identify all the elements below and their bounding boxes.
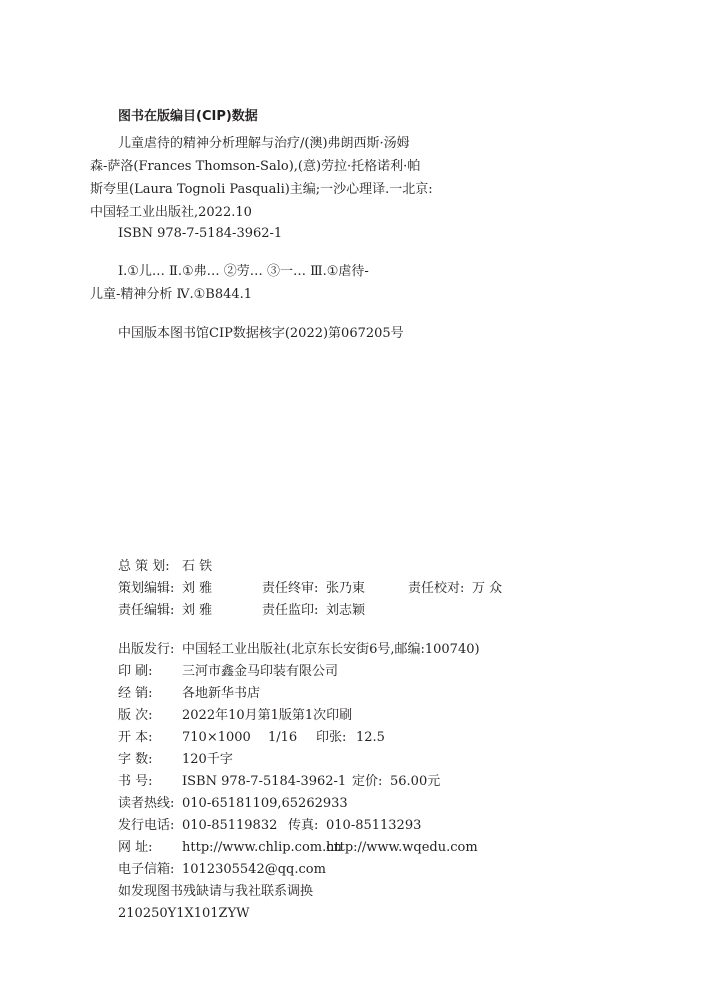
book-code: 210250Y1X101ZYW [118,906,250,921]
defect-notice: 如发现图书残缺请与我社联系调换 [118,884,314,899]
print-supervisor-label: 责任监印: [262,603,319,618]
hotline-value: 010-65181109,65262933 [182,796,348,811]
proofreader-name: 万 众 [472,581,503,596]
planning-editor-name: 刘 雅 [182,581,213,596]
publisher-label: 出版发行: [118,642,175,657]
format-label: 开 本: [118,730,153,745]
website-link-1[interactable]: http://www.chlip.com.cn [182,840,342,855]
email-value[interactable]: 1012305542@qq.com [182,862,326,877]
isbn-value: ISBN 978-7-5184-3962-1 [182,774,347,789]
cip-isbn: ISBN 978-7-5184-3962-1 [118,226,283,241]
fax-label: 传真: [288,818,319,833]
email-label: 电子信箱: [118,862,175,877]
cip-entry-line-3: 斯夸里(Laura Tognoli Pasquali)主编;一沙心理译.一北京: [90,182,433,197]
planning-editor-label: 策划编辑: [118,581,175,596]
edition-value: 2022年10月第1版第1次印刷 [182,708,353,723]
sheets-value: 12.5 [356,730,385,745]
planner-name: 石 铁 [182,559,213,574]
distributor-label: 经 销: [118,686,153,701]
format-fraction: 1/16 [268,730,298,745]
cip-subject-line-2: 儿童-精神分析 Ⅳ.①B844.1 [90,287,253,302]
price-value: 56.00元 [390,774,441,789]
cip-subject-line-1: Ⅰ.①儿… Ⅱ.①弗… ②劳… ③一… Ⅲ.①虐待- [118,264,369,279]
final-review-name: 张乃東 [326,581,366,596]
edition-label: 版 次: [118,708,153,723]
final-review-label: 责任终审: [262,581,319,596]
isbn-label: 书 号: [118,774,153,789]
distributor-value: 各地新华书店 [182,686,261,701]
wordcount-value: 120千字 [182,752,233,767]
cip-entry-line-2: 森-萨洛(Frances Thomson-Salo),(意)劳拉·托格诺利·帕 [90,159,421,174]
publisher-value: 中国轻工业出版社(北京东长安街6号,邮编:100740) [182,642,480,657]
fax-value: 010-85113293 [326,818,422,833]
cip-heading: 图书在版编目(CIP)数据 [118,109,258,124]
cip-number: 中国版本图书馆CIP数据核字(2022)第067205号 [118,326,404,341]
wordcount-label: 字 数: [118,752,153,767]
website-link-2[interactable]: http://www.wqedu.com [326,840,478,855]
sheets-label: 印张: [316,730,347,745]
responsible-editor-label: 责任编辑: [118,603,175,618]
responsible-editor-name: 刘 雅 [182,603,213,618]
sales-phone-label: 发行电话: [118,818,175,833]
cip-entry-line-1: 儿童虐待的精神分析理解与治疗/(澳)弗朗西斯·汤姆 [118,136,410,151]
website-label: 网 址: [118,840,153,855]
printer-value: 三河市鑫金马印装有限公司 [182,664,339,679]
print-supervisor-name: 刘志颖 [326,603,366,618]
planner-label: 总 策 划: [118,559,170,574]
hotline-label: 读者热线: [118,796,175,811]
format-value: 710×1000 [182,730,251,745]
printer-label: 印 刷: [118,664,153,679]
cip-entry-line-4: 中国轻工业出版社,2022.10 [90,205,252,220]
proofreader-label: 责任校对: [408,581,465,596]
price-label: 定价: [352,774,383,789]
sales-phone-value: 010-85119832 [182,818,278,833]
